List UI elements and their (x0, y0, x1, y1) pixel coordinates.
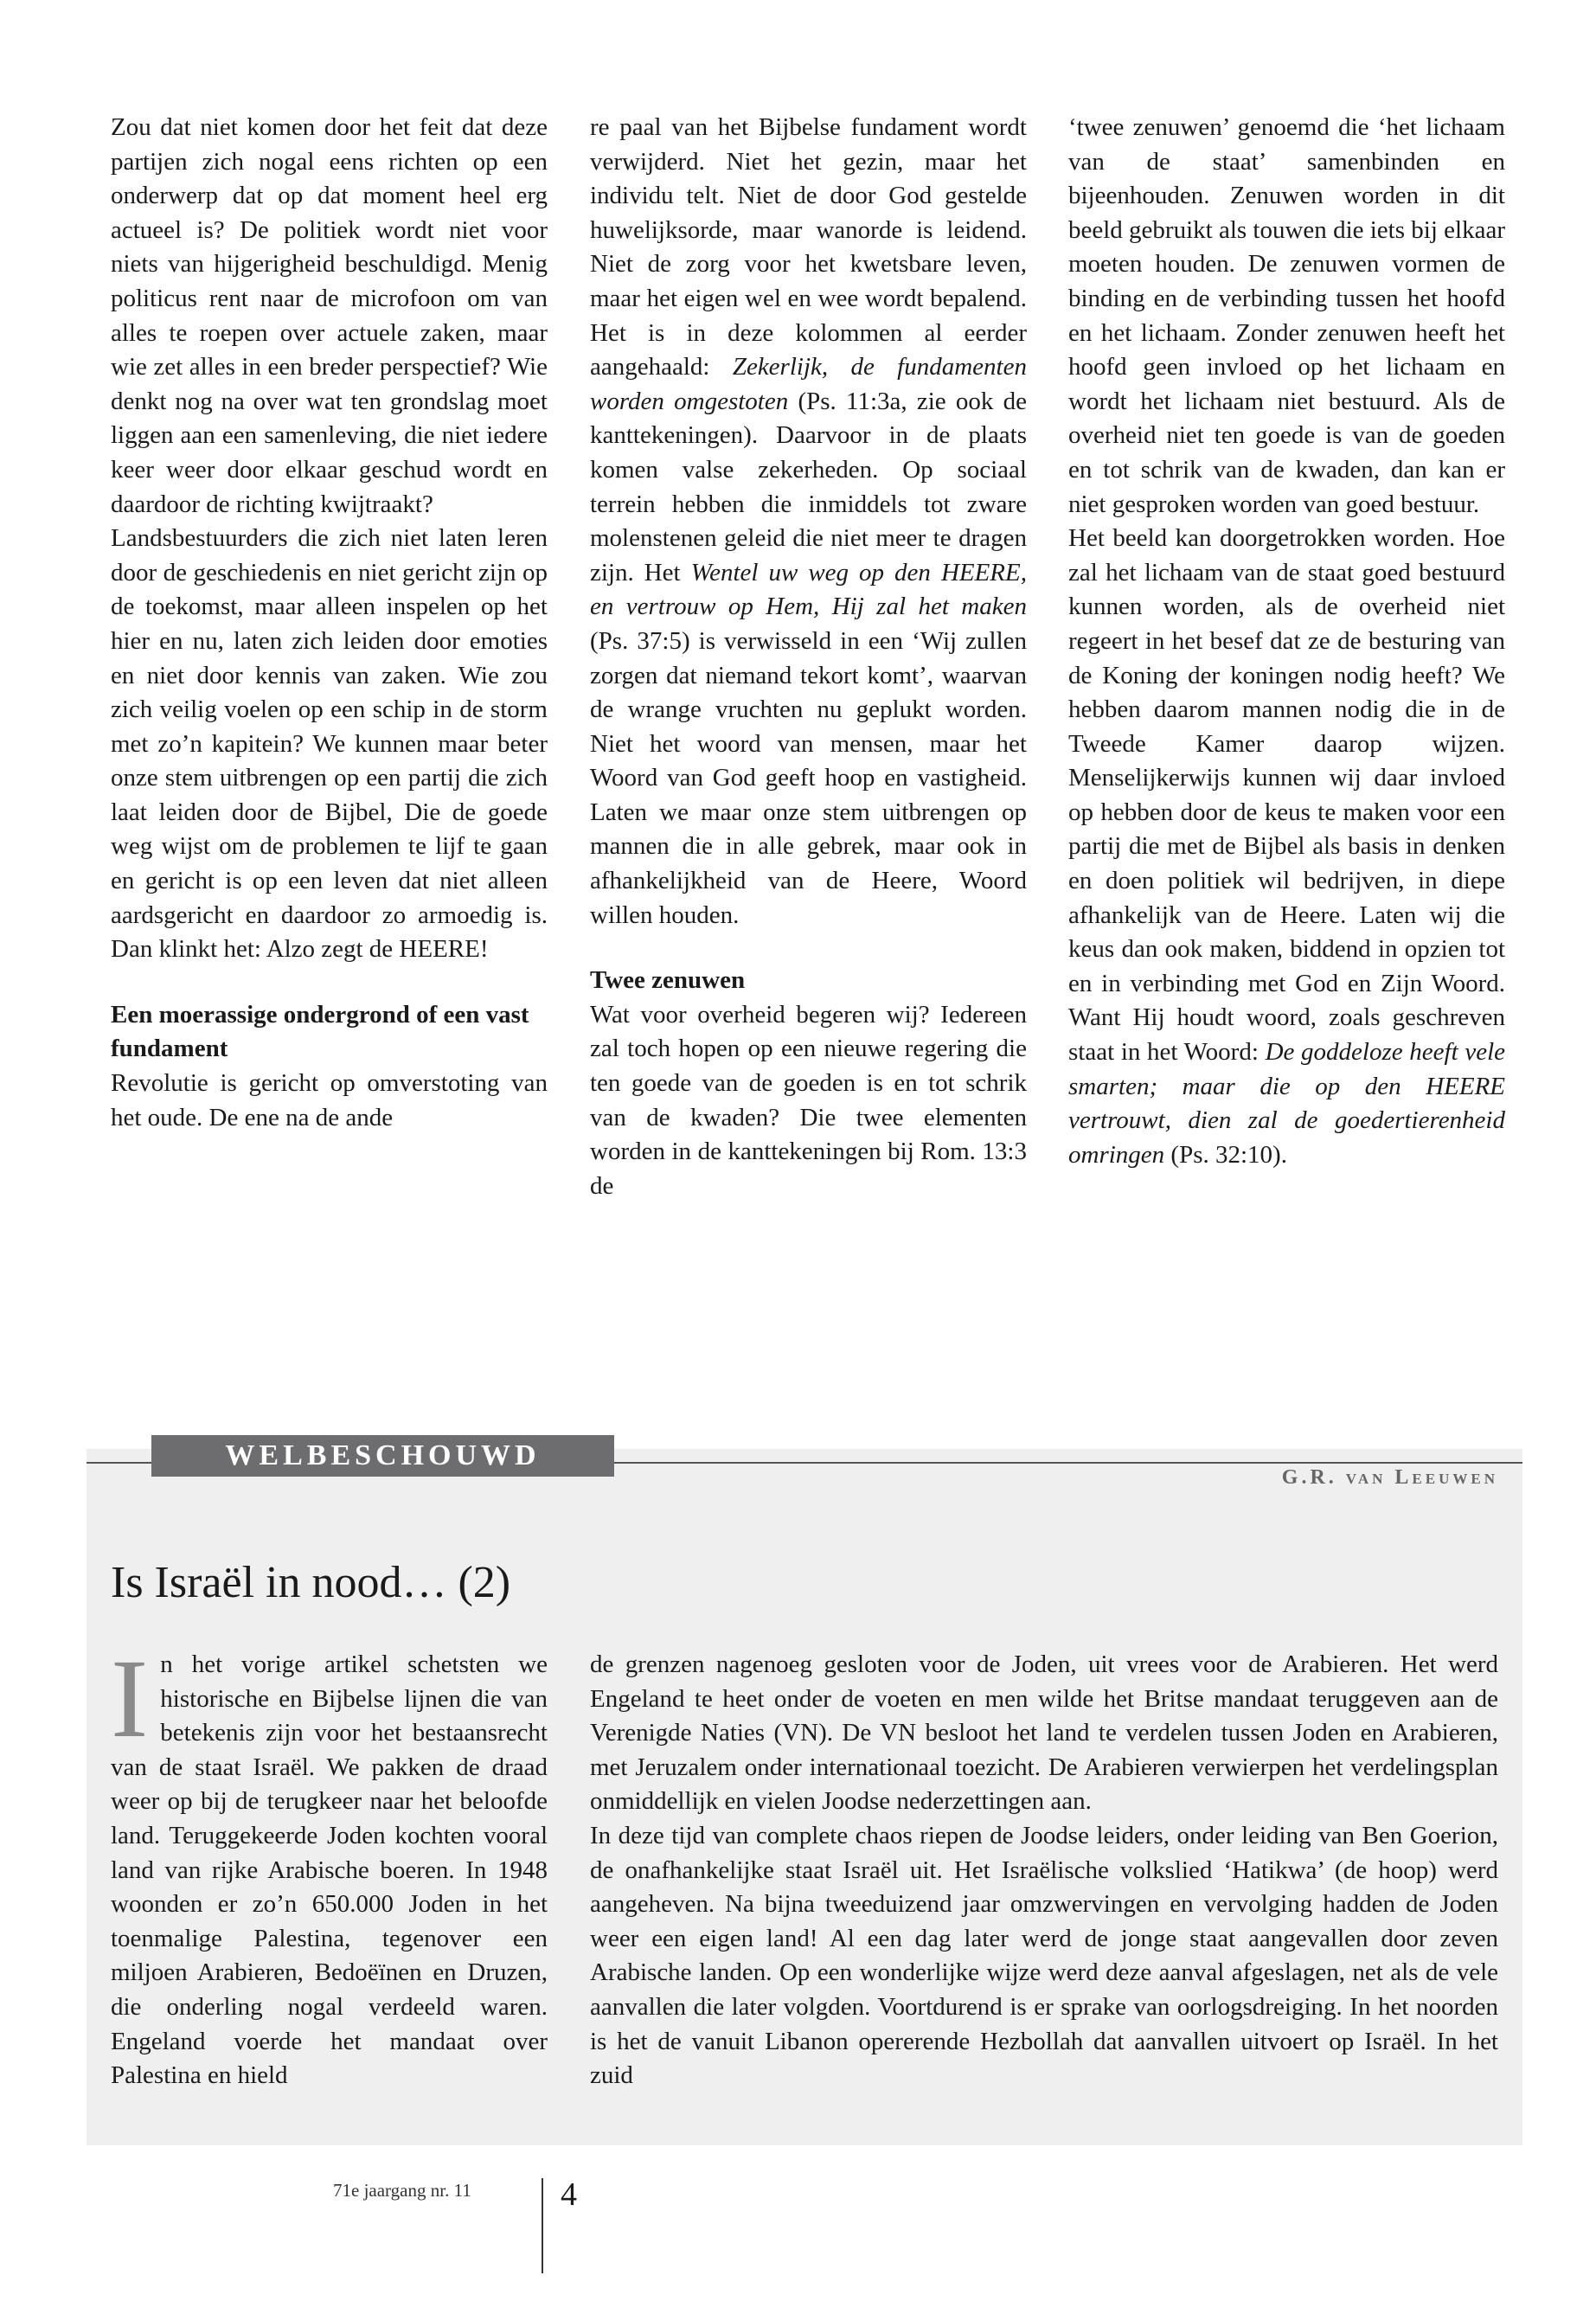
article2-column-1 (111, 1637, 548, 2093)
scripture-quote: De goddeloze heeft vele smarten; maar die op den HEERE vertrouwt, dien zal de goedertierenheid omringen (1068, 1038, 1506, 1169)
body-paragraph: de grenzen nagenoeg gesloten voor de Joden, uit vrees voor de Arabieren. Het werd Engeland te heet onder de voeten en men wilde het Britse mandaat teruggeven aan de Verenigde Naties (VN). De VN besloot het land te verdelen tussen Joden en Arabieren, met Jeruzalem onder internationaal toezicht. De Arabieren verwierpen het verdelingsplan onmiddellijk en vielen Joodse nederzettingen aan. (590, 1650, 1498, 1816)
issue-info: 71e jaargang nr. 11 (333, 2180, 471, 2201)
article2-column-2 (590, 1648, 1498, 2093)
divider (542, 2178, 543, 2273)
drop-cap: I (111, 1637, 149, 1761)
article-title: Is Israël in nood… (2) (111, 1557, 511, 1607)
scripture-quote: Wentel uw weg op den HEERE, en vertrouw op Hem, Hij zal het maken (590, 558, 1027, 621)
subheading: Twee zenuwen (590, 966, 746, 995)
body-paragraph: Het beeld kan doorgetrokken worden. Hoe zal het lichaam van de staat goed bestuurd kunnen worden, als de overheid niet regeert in het besef dat ze de besturing van de Koning der koningen nodig heeft? We hebben daarom mannen nodig die in de Tweede Kamer daarop wijzen. Menselijkerwijs kunnen wij daar invloed op hebben door de keus te maken voor een partij die met de Bijbel als basis in denken en doen politiek wil bedrijven, in diepe afhankelijk van de Heere. Laten wij die keus dan ook maken, biddend in opzien tot en in verbinding met God en Zijn Woord. Want Hij houdt woord, zoals geschreven staat in het Woord: De goddeloze heeft vele smarten; maar die op den HEERE vertrouwt, dien zal de goedertierenheid omringen (Ps. 32:10). (1068, 524, 1506, 1169)
article1-column-2 (590, 111, 1027, 1203)
article1-column-1 (111, 111, 548, 1135)
body-paragraph: Landsbestuurders die zich niet laten leren door de geschiedenis en niet gericht zijn op de toekomst, maar alleen inspelen op het hier en nu, laten zich leiden door emoties en niet door kennis van zaken. Wie zou zich veilig voelen op een schip in de storm met zo’n kapitein? We kunnen maar beter onze stem uitbrengen op een partij die zich laat leiden door de Bijbel, Die de goede weg wijst om de problemen te lijf te gaan en gericht is op een leven dat niet alleen aardsgericht en daardoor zo armoedig is. Dan klinkt het: Alzo zegt de HEERE! (111, 524, 548, 964)
body-paragraph: In het vorige artikel schetsten we historische en Bijbelse lijnen die van betekenis zijn voor het bestaansrecht van de staat Israël. We pakken de draad weer op bij de terugkeer naar het beloofde land. Teruggekeerde Joden kochten vooral land van rijke Arabische boeren. In 1948 woonden er zo’n 650.000 Joden in het toenmalige Palestina, tegenover een miljoen Arabieren, Bedoëïnen en Druzen, die onderling nogal verdeeld waren. Engeland voerde het mandaat over Palestina en hield (111, 1637, 548, 2090)
body-paragraph: ‘twee zenuwen’ genoemd die ‘het lichaam van de staat’ samenbinden en bijeenhouden. Zenuwen worden in dit beeld gebruikt als touwen die iets bij elkaar moeten houden. De zenuwen vormen de binding en de verbinding tussen het hoofd en het lichaam. Zonder zenuwen heeft het hoofd geen invloed op het lichaam en wordt het lichaam niet bestuurd. Als de overheid niet ten goede is van de goeden en tot schrik van de kwaden, dan kan er niet gesproken worden van goed bestuur. (1068, 113, 1505, 518)
author-byline: G.R. van Leeuwen (1281, 1466, 1498, 1489)
subheading: Een moerassige ondergrond of een vast fundament (111, 1000, 529, 1063)
body-paragraph: Zou dat niet komen door het feit dat deze partijen zich nogal eens richten op een onderwerp dat op dat moment heel erg actueel is? De politiek wordt niet voor niets van hijgerigheid beschuldigd. Menig politicus rent naar de microfoon om van alles te roepen over actuele zaken, maar wie zet alles in een breder perspectief? Wie denkt nog na over wat ten grondslag moet liggen aan een samenleving, die niet iedere keer weer door elkaar geschud wordt en daardoor de richting kwijtraakt? (111, 113, 548, 518)
body-paragraph: In deze tijd van complete chaos riepen de Joodse leiders, onder leiding van Ben Goerion, de onafhankelijke staat Israël uit. Het Israëlische volkslied ‘Hatikwa’ (de hoop) werd aangeheven. Na bijna tweeduizend jaar omzwervingen en vervolging hadden de Joden weer een eigen land! Al een dag later werd de jonge staat aangevallen door zeven Arabische landen. Op een wonderlijke wijze werd deze aanval afgeslagen, net als de vele aanvallen die later volgden. Voortdurend is er sprake van oorlogsdreiging. In het noorden is het de vanuit Libanon opererende Hezbollah dat aanvallen uitvoert op Israël. In het zuid (590, 1821, 1498, 2090)
divider (87, 1462, 151, 1464)
page-number: 4 (561, 2176, 577, 2213)
body-paragraph: Revolutie is gericht op omverstoting van het oude. De ene na de ande (111, 1069, 548, 1131)
body-paragraph: Wat voor overheid begeren wij? Iedereen zal toch hopen op een nieuwe regering die ten goede van de goeden is en tot schrik van de kwaden? Die twee elementen worden in de kanttekeningen bij Rom. 13:3 de (590, 1000, 1027, 1200)
divider (614, 1462, 1522, 1464)
body-paragraph: re paal van het Bijbelse fundament wordt verwijderd. Niet het gezin, maar het individu telt. Niet de door God gestelde huwelijksorde, maar wanorde is leidend. Niet de zorg voor het kwetsbare leven, maar het eigen wel en wee wordt bepalend. Het is in deze kolommen al eerder aangehaald: Zekerlijk, de fundamenten worden omgestoten (Ps. 11:3a, zie ook de kanttekeningen). Daarvoor in de plaats komen valse zekerheden. Op sociaal terrein hebben die inmiddels tot zware molenstenen geleid die niet meer te dragen zijn. Het Wentel uw weg op den HEERE, en vertrouw op Hem, Hij zal het maken (Ps. 37:5) is verwisseld in een ‘Wij zullen zorgen dat niemand tekort komt’, waarvan de wrange vruchten nu geplukt worden. Niet het woord van mensen, maar het Woord van God geeft hoop en vastigheid. Laten we maar onze stem uitbrengen op mannen die in alle gebrek, maar ook in afhankelijkheid van de Heere, Woord willen houden. (590, 113, 1027, 929)
scripture-quote: Zekerlijk, de fundamenten worden omgestoten (590, 353, 1027, 415)
section-label: WELBESCHOUWD (151, 1435, 614, 1477)
article1-column-3 (1068, 111, 1505, 1172)
welbeschouwd-article-box (87, 1439, 1522, 2145)
